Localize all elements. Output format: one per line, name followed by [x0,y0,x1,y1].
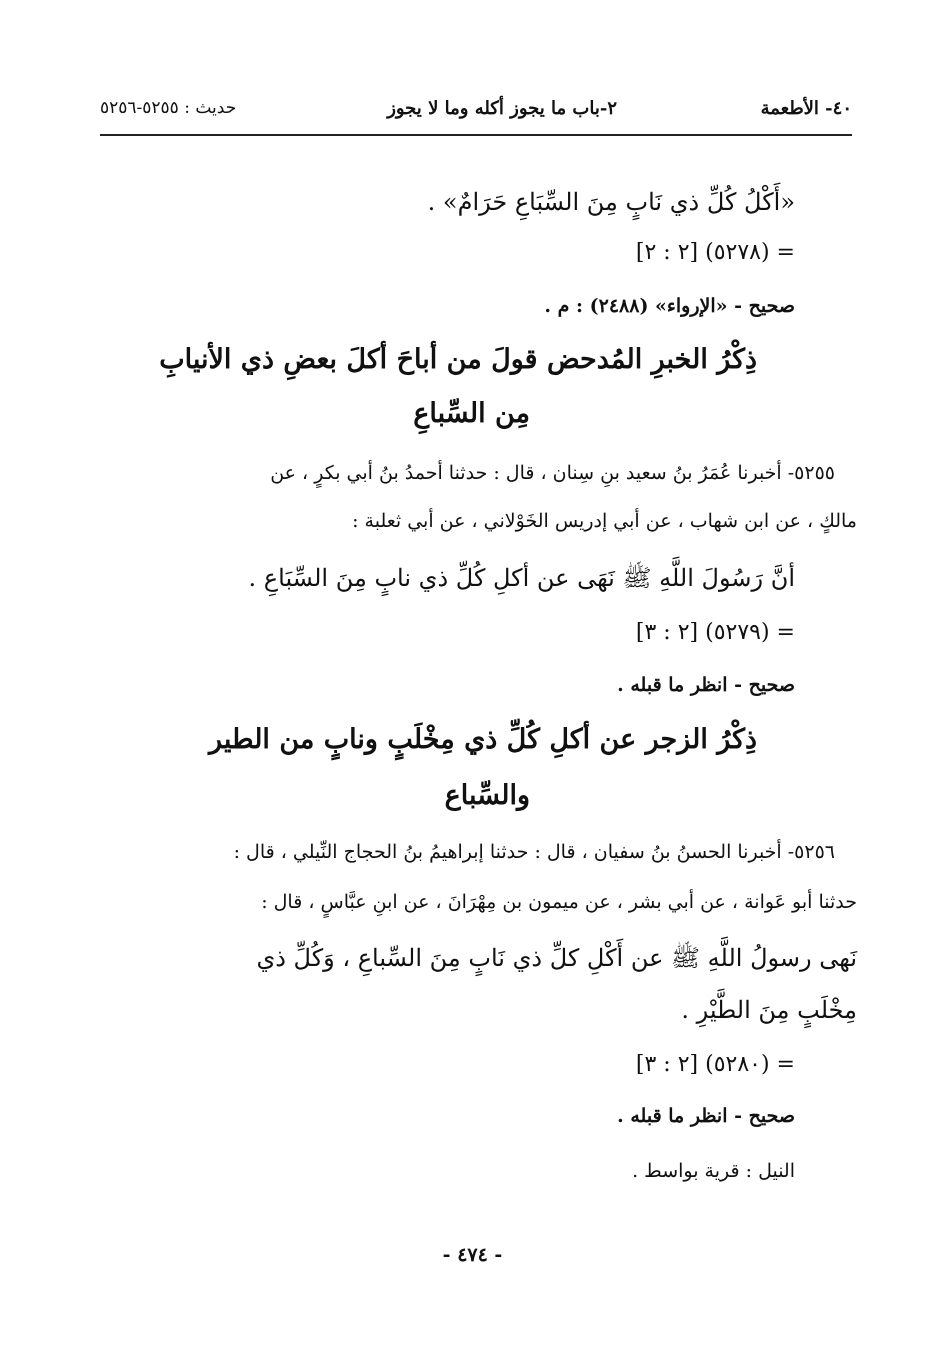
hadith-5256-chain-line-1: ٥٢٥٦- أخبرنا الحسنُ بنُ سفيان ، قال : حدثنا إبراهيمُ بنُ الحجاج النِّيلي ، قال : [233,841,835,863]
section-heading-2-line-1: ذِكْرُ الزجر عن أكلِ كُلِّ ذي مِخْلَبٍ ونابٍ من الطير [209,724,757,755]
hadith-5255-reference: = (٥٢٧٩) [٢ : ٣] [635,620,795,645]
page-number: - ٤٧٤ - [442,1244,503,1266]
header-chapter-title: ٢-باب ما يجوز أكله وما لا يجوز [387,98,617,119]
hadith-5255-grade: صحيح - انظر ما قبله . [617,674,795,696]
header-divider [100,134,852,136]
header-hadith-range: حديث : ٥٢٥٥-٥٢٥٦ [100,98,237,118]
previous-hadith-reference: = (٥٢٧٨) [٢ : ٢] [635,240,795,265]
section-heading-1-line-2: مِن السِّباعِ [413,398,530,429]
hadith-5256-reference: = (٥٢٨٠) [٢ : ٣] [635,1052,795,1077]
hadith-5256-grade: صحيح - انظر ما قبله . [617,1105,795,1127]
hadith-5256-text-line-1: نَهى رسولُ اللَّهِ ﷺ عن أَكْلِ كلِّ ذي نَابٍ مِنَ السِّباعِ ، وَكُلِّ ذي [256,944,857,972]
running-header [100,96,852,132]
hadith-5255-text: أنَّ رَسُولَ اللَّهِ ﷺ نَهَى عن أكلِ كُلِّ ذي نابٍ مِنَ السِّبَاعِ . [248,564,795,592]
previous-hadith-grade: صحيح - «الإرواء» (٢٤٨٨) : م . [544,295,795,317]
footnote: النيل : قرية بواسط . [632,1160,795,1182]
hadith-5256-text-line-2: مِخْلَبٍ مِنَ الطَّيْرِ . [681,996,857,1024]
section-heading-1-line-1: ذِكْرُ الخبرِ المُدحض قولَ من أباحَ أكلَ بعضِ ذي الأنيابِ [159,344,757,375]
header-book-title: ٤٠- الأطعمة [760,98,852,119]
hadith-5255-chain-line-2: مالكٍ ، عن ابن شهاب ، عن أبي إدريس الخَوْلاني ، عن أبي ثعلبة : [352,510,857,532]
hadith-5255-chain-line-1: ٥٢٥٥- أخبرنا عُمَرُ بنُ سعيد بنِ سِنان ، قال : حدثنا أحمدُ بنُ أبي بكرٍ ، عن [270,462,835,484]
previous-hadith-text: «أَكْلُ كُلِّ ذي نَابٍ مِنَ السِّبَاعِ حَرَامٌ» . [427,188,795,216]
section-heading-2-line-2: والسِّباع [444,780,530,811]
hadith-5256-chain-line-2: حدثنا أبو عَوانة ، عن أبي بشر ، عن ميمون بن مِهْرَانَ ، عن ابنِ عبَّاسٍ ، قال : [261,891,857,913]
